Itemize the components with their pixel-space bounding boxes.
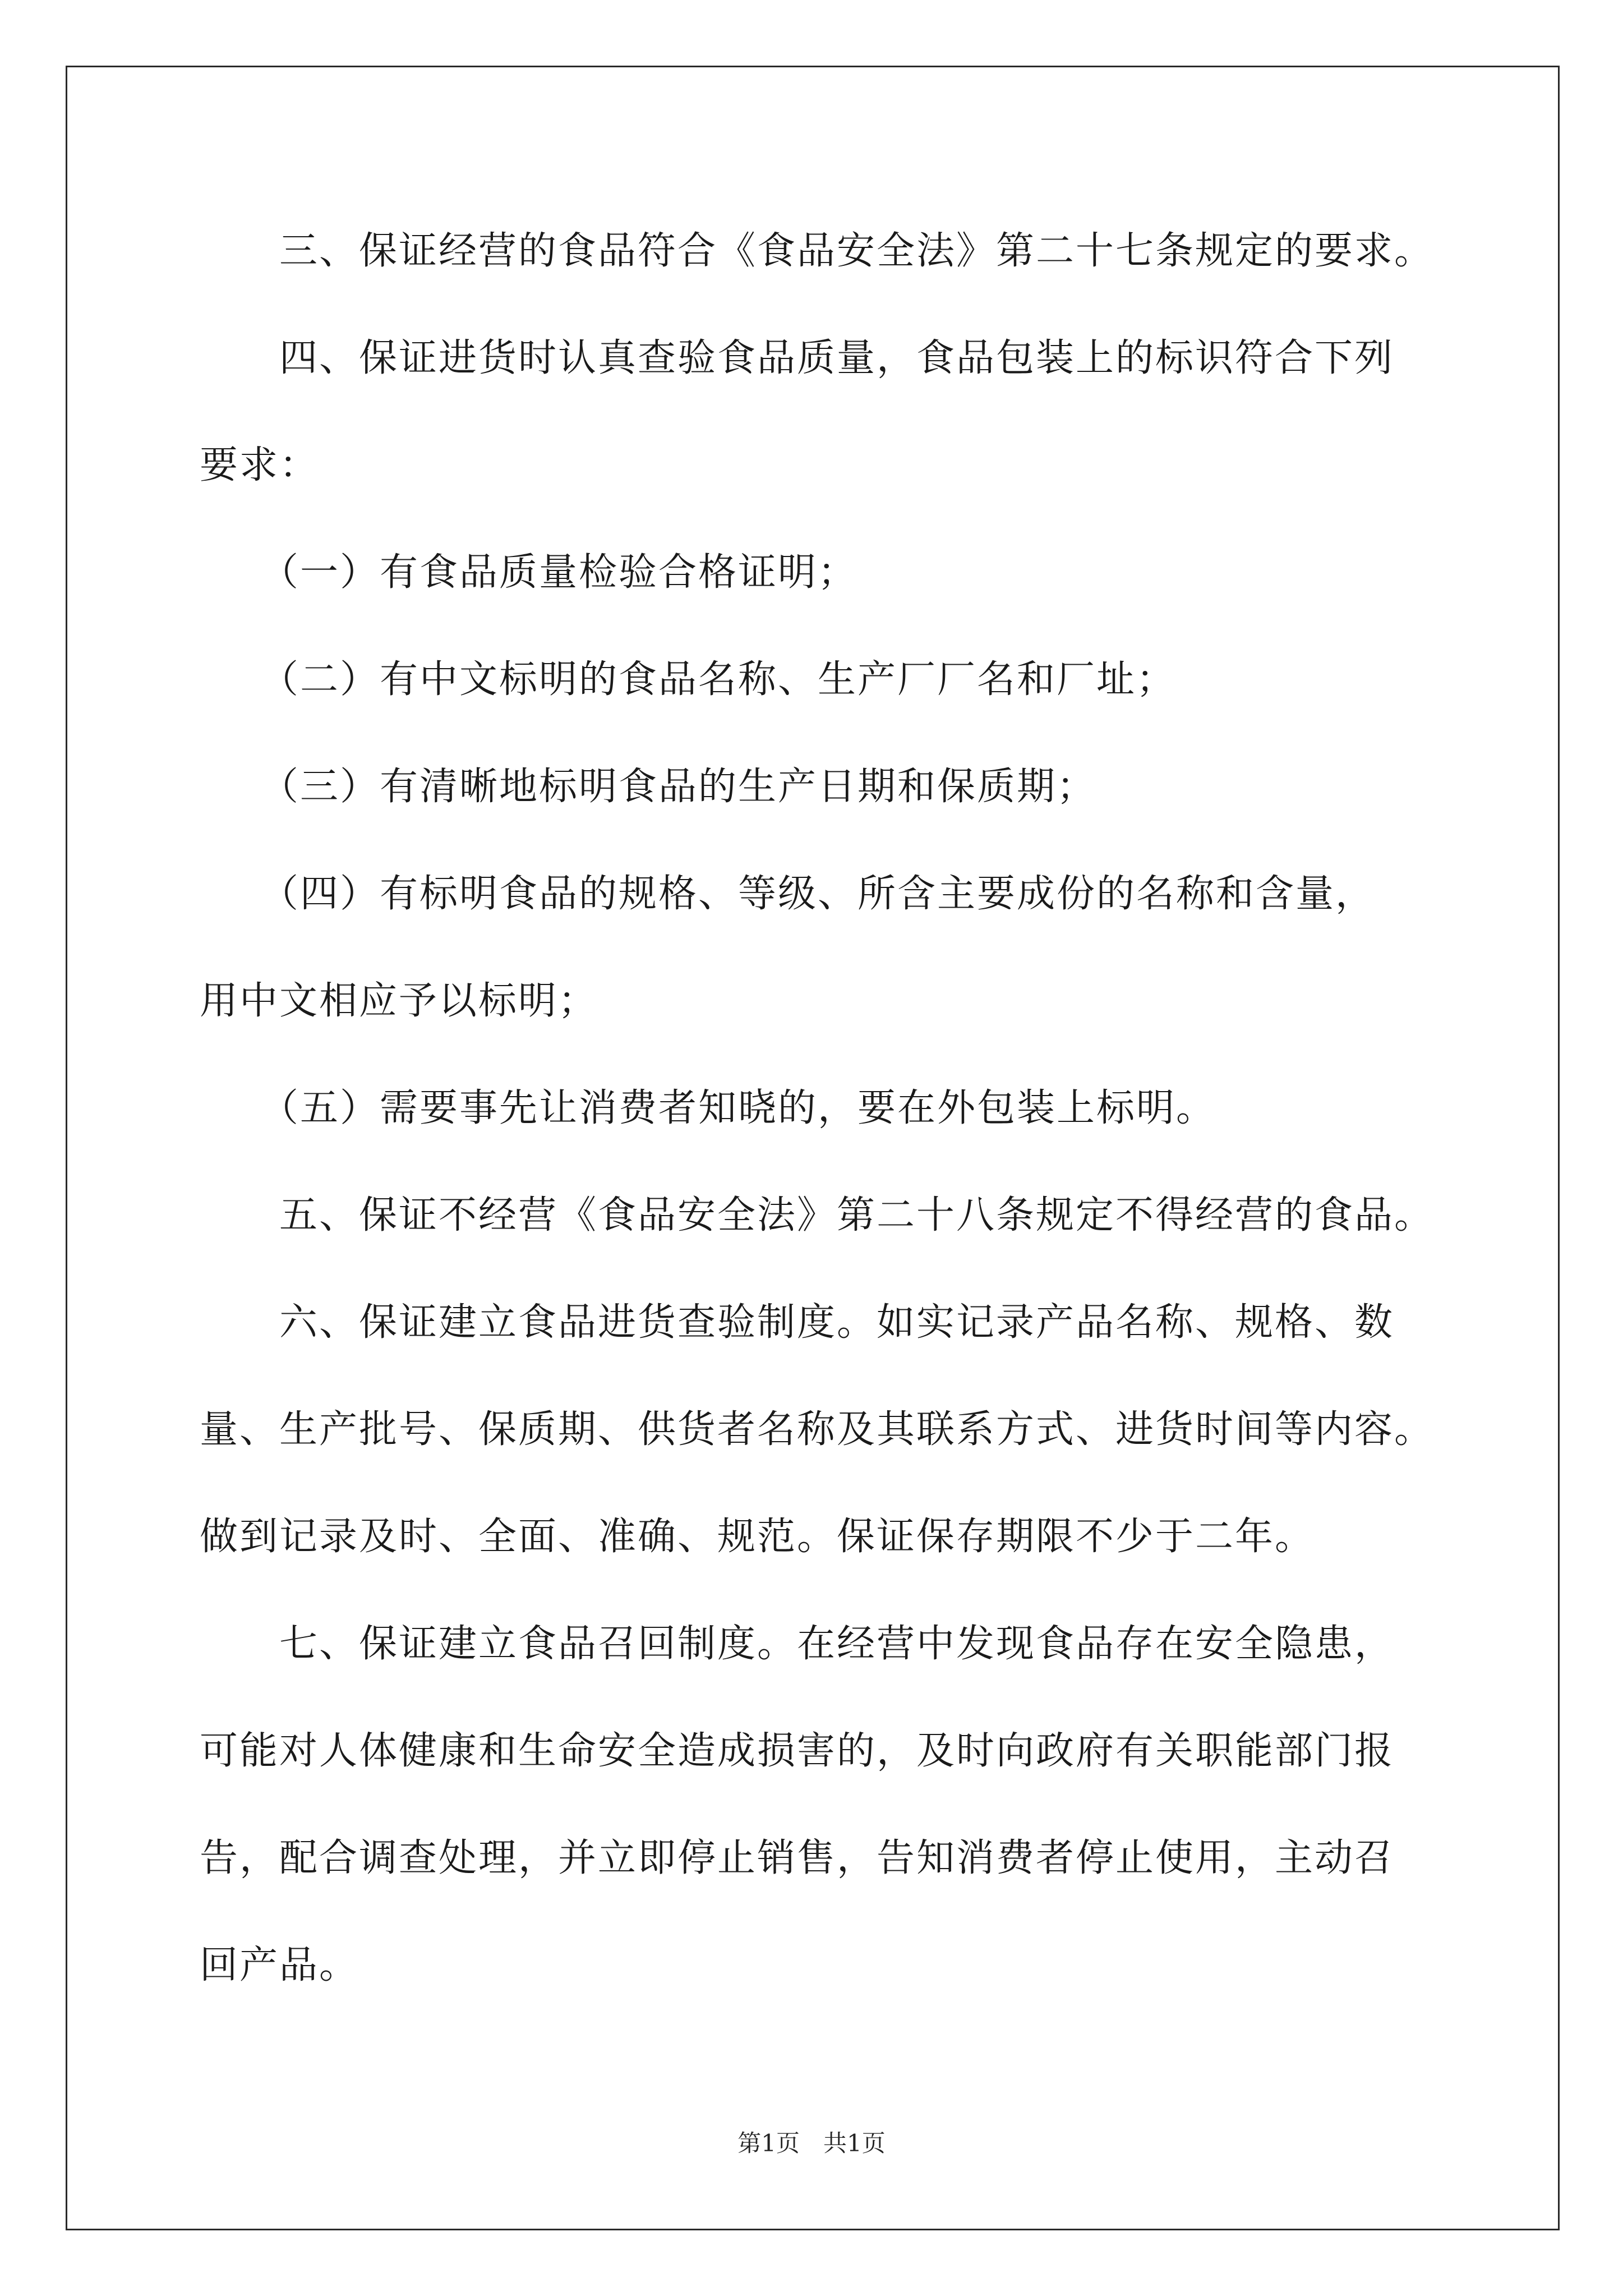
- text-line: 用中文相应予以标明；: [200, 979, 598, 1023]
- page-number-footer: 第1页 共1页: [737, 2129, 886, 2157]
- text-line: 四、保证进货时认真查验食品质量，食品包装上的标识符合下列: [200, 336, 1395, 380]
- text-line: 要求：: [200, 443, 320, 487]
- text-line: （五）需要事先让消费者知晓的，要在外包装上标明。: [200, 1086, 1216, 1130]
- page-border: [66, 66, 1560, 2230]
- text-line: （三）有清晰地标明食品的生产日期和保质期；: [200, 765, 1097, 809]
- text-line: 量、生产批号、保质期、供货者名称及其联系方式、进货时间等内容。: [200, 1407, 1435, 1452]
- text-line: （四）有标明食品的规格、等级、所含主要成份的名称和含量，: [200, 872, 1376, 916]
- text-line: （一）有食品质量检验合格证明；: [200, 550, 858, 595]
- text-line: 七、保证建立食品召回制度。在经营中发现食品存在安全隐患，: [200, 1622, 1395, 1666]
- text-line: 三、保证经营的食品符合《食品安全法》第二十七条规定的要求。: [200, 229, 1435, 273]
- text-line: 告，配合调查处理，并立即停止销售，告知消费者停止使用，主动召: [200, 1836, 1395, 1880]
- text-line: 可能对人体健康和生命安全造成损害的，及时向政府有关职能部门报: [200, 1729, 1395, 1773]
- text-line: 五、保证不经营《食品安全法》第二十八条规定不得经营的食品。: [200, 1193, 1435, 1237]
- text-line: 做到记录及时、全面、准确、规范。保证保存期限不少于二年。: [200, 1515, 1315, 1559]
- text-line: 六、保证建立食品进货查验制度。如实记录产品名称、规格、数: [200, 1300, 1395, 1345]
- text-line: （二）有中文标明的食品名称、生产厂厂名和厂址；: [200, 657, 1177, 702]
- text-line: 回产品。: [200, 1943, 359, 1987]
